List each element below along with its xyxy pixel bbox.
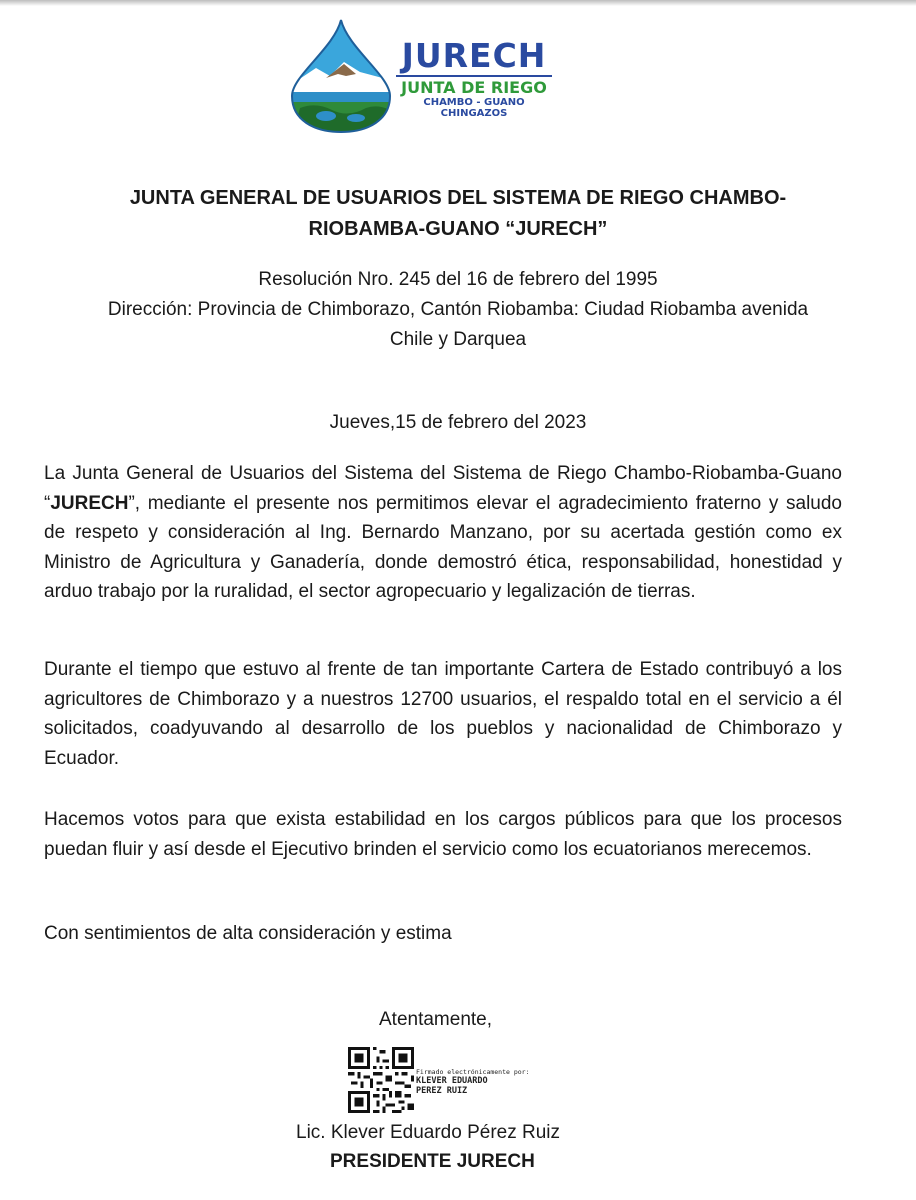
- logo-divider: [396, 75, 552, 77]
- resolution: Resolución Nro. 245 del 16 de febrero del 1995: [258, 269, 658, 290]
- paragraph-1-bold: JURECH: [50, 492, 129, 514]
- paragraph-3: Hacemos votos para que exista estabilidad en los cargos públicos para que los procesos puedan fluir y así desde el Ejecutivo brinden el servicio como los ecuatorianos merecemos.: [44, 809, 842, 860]
- logo-line2: CHINGAZOS: [440, 108, 508, 119]
- jurech-logo: [286, 18, 558, 134]
- paragraph-2: Durante el tiempo que estuvo al frente de tan importante Cartera de Estado contribuyó a los agricultores de Chimborazo y a nuestros 12700 usuarios, el respaldo total en el servicio a él solicitados, coadyuvando al desarrollo de los pueblos y nacionalidad de Chimborazo y Ecuador.: [44, 659, 842, 769]
- water-drop-icon: [286, 18, 396, 134]
- paragraph-1-end: ”, mediante el presente nos permitimos elevar el agradecimiento fraterno y saludo de respeto y consideración al Ing. Bernardo Manzano, por su acertada gestión como ex Ministro de Agricultura y Ganadería, donde demostró ética, responsabilidad, honestidad y arduo trabajo por la ruralidad, el sector agropecuario y legalización de tierras.: [44, 492, 842, 602]
- address-line-2: Chile y Darquea: [389, 329, 527, 350]
- address-line-1: Dirección: Provincia de Chimborazo, Cantón Riobamba: Ciudad Riobamba avenida: [107, 299, 809, 320]
- signer-position: PRESIDENTE JURECH: [330, 1151, 535, 1172]
- letter-date: Jueves,15 de febrero del 2023: [329, 412, 587, 433]
- paragraph-4: Con sentimientos de alta consideración y estima: [44, 923, 452, 944]
- document-title: [60, 183, 856, 245]
- signature-name-line-1: KLEVER EDUARDO: [416, 1076, 488, 1086]
- paragraph-1: [44, 459, 842, 607]
- title-line-1: JUNTA GENERAL DE USUARIOS DEL SISTEMA DE RIEGO CHAMBO-: [129, 187, 787, 209]
- logo-line1: CHAMBO - GUANO: [423, 97, 525, 108]
- signature-label: Firmado electrónicamente por:: [416, 1068, 530, 1076]
- paragraph-1-start: La Junta General de Usuarios del Sistema del Sistema de Riego Chambo-Riobamba-Guano “: [44, 463, 842, 514]
- title-line-2: RIOBAMBA-GUANO “JURECH”: [308, 218, 608, 240]
- signature-qr-code: [348, 1047, 414, 1113]
- electronic-signature-text: [416, 1068, 530, 1096]
- scan-top-edge: [0, 0, 916, 6]
- closing-salutation: Atentamente,: [379, 1009, 493, 1030]
- logo-text: [390, 38, 558, 119]
- logo-name: JURECH: [401, 36, 547, 75]
- header-info: [40, 265, 876, 355]
- signer-name: Lic. Klever Eduardo Pérez Ruiz: [296, 1122, 561, 1143]
- signature-name-line-2: PEREZ RUIZ: [416, 1086, 468, 1096]
- logo-subtitle: JUNTA DE RIEGO: [401, 78, 547, 97]
